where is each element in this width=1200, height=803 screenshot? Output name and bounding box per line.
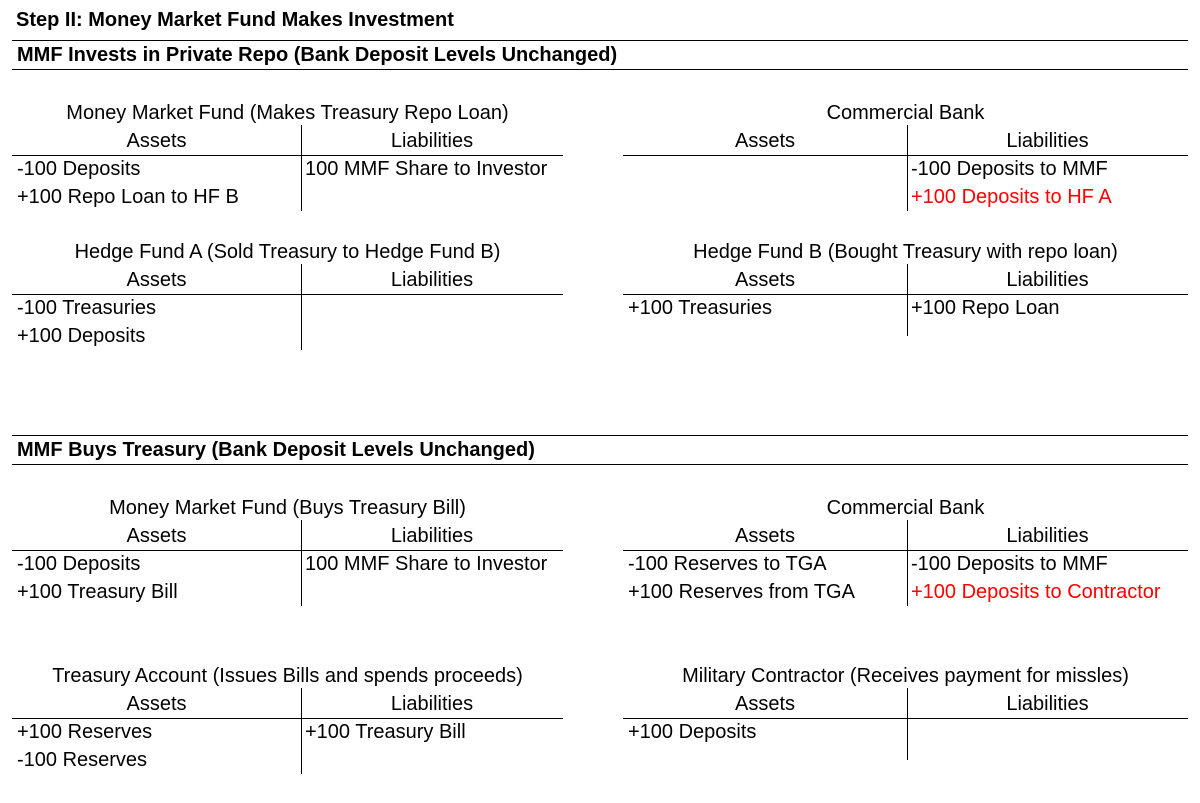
assets-column <box>628 294 904 322</box>
account-title: Money Market Fund (Makes Treasury Repo Loan) <box>66 102 509 124</box>
account-title: Commercial Bank <box>826 102 985 124</box>
liability-entry: +100 Repo Loan <box>911 297 1060 319</box>
section-header-private-repo: MMF Invests in Private Repo (Bank Deposit Levels Unchanged) <box>12 40 1188 70</box>
liability-entry: 100 MMF Share to Investor <box>305 158 548 180</box>
assets-header: Assets <box>126 269 187 291</box>
assets-header: Assets <box>126 525 187 547</box>
asset-entry: -100 Deposits <box>17 553 141 575</box>
step-title: Step II: Money Market Fund Makes Investment <box>16 9 454 31</box>
assets-header: Assets <box>126 693 187 715</box>
assets-header: Assets <box>126 130 187 152</box>
t-account-vertical-rule <box>301 520 302 606</box>
account-title: Treasury Account (Issues Bills and spends proceeds) <box>52 665 523 687</box>
liabilities-header: Liabilities <box>390 269 474 291</box>
asset-entry: +100 Reserves <box>17 721 153 743</box>
t-account-vertical-rule <box>301 264 302 350</box>
t-account-vertical-rule <box>907 688 908 760</box>
assets-header: Assets <box>734 693 796 715</box>
liabilities-column <box>305 550 563 578</box>
assets-header: Assets <box>734 269 796 291</box>
liabilities-header: Liabilities <box>1006 693 1089 715</box>
asset-entry: +100 Treasury Bill <box>17 581 178 603</box>
assets-column <box>17 550 298 606</box>
asset-entry: +100 Treasuries <box>628 297 772 319</box>
t-account-vertical-rule <box>301 125 302 211</box>
assets-header: Assets <box>734 130 796 152</box>
asset-entry: -100 Reserves to TGA <box>628 553 827 575</box>
liabilities-column <box>911 294 1188 322</box>
asset-entry: +100 Deposits <box>628 721 757 743</box>
asset-entry: +100 Reserves from TGA <box>628 581 855 603</box>
liabilities-column <box>305 718 563 746</box>
asset-entry: -100 Deposits <box>17 158 141 180</box>
liabilities-column <box>305 155 563 183</box>
t-account-vertical-rule <box>907 125 908 211</box>
account-title: Military Contractor (Receives payment for missles) <box>682 665 1129 687</box>
asset-entry: -100 Treasuries <box>17 297 156 319</box>
account-title: Money Market Fund (Buys Treasury Bill) <box>109 497 466 519</box>
t-account-vertical-rule <box>907 520 908 606</box>
liabilities-column <box>911 550 1188 606</box>
assets-column <box>628 718 904 746</box>
assets-column <box>17 718 298 774</box>
section-header-buys-treasury: MMF Buys Treasury (Bank Deposit Levels Unchanged) <box>12 435 1188 465</box>
account-title: Commercial Bank <box>826 497 985 519</box>
liabilities-header: Liabilities <box>1006 130 1089 152</box>
account-title: Hedge Fund A (Sold Treasury to Hedge Fund B) <box>74 241 501 263</box>
liabilities-column <box>911 155 1188 211</box>
liability-entry: -100 Deposits to MMF <box>911 553 1108 575</box>
liability-entry: 100 MMF Share to Investor <box>305 553 548 575</box>
liability-entry: +100 Deposits to Contractor <box>911 581 1161 603</box>
liabilities-header: Liabilities <box>390 693 474 715</box>
t-account-vertical-rule <box>301 688 302 774</box>
liability-entry: -100 Deposits to MMF <box>911 158 1108 180</box>
liabilities-header: Liabilities <box>1006 269 1089 291</box>
assets-column <box>628 550 904 606</box>
asset-entry: -100 Reserves <box>17 749 148 771</box>
assets-column <box>17 294 298 350</box>
liabilities-header: Liabilities <box>390 130 474 152</box>
liability-entry: +100 Treasury Bill <box>305 721 466 743</box>
asset-entry: +100 Repo Loan to HF B <box>17 186 239 208</box>
assets-header: Assets <box>734 525 796 547</box>
t-account-vertical-rule <box>907 264 908 336</box>
account-title: Hedge Fund B (Bought Treasury with repo loan) <box>693 241 1118 263</box>
liabilities-header: Liabilities <box>390 525 474 547</box>
liability-entry: +100 Deposits to HF A <box>911 186 1112 208</box>
asset-entry: +100 Deposits <box>17 325 146 347</box>
liabilities-header: Liabilities <box>1006 525 1089 547</box>
assets-column <box>17 155 298 211</box>
